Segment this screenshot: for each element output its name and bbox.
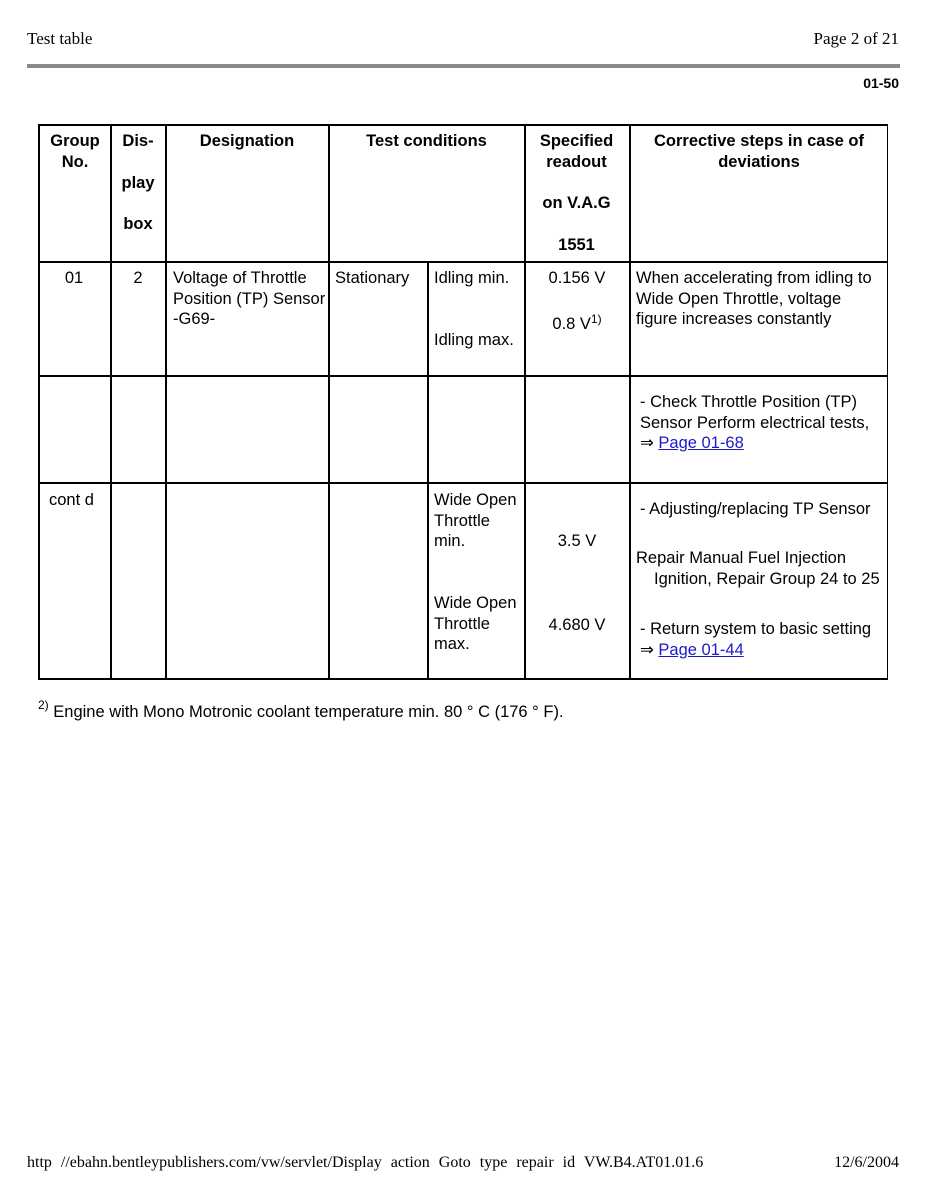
- table-col-divider: [165, 124, 167, 680]
- page-number: Page 2 of 21: [813, 29, 899, 48]
- footer-url: http //ebahn.bentleypublishers.com/vw/servlet/Display action Goto type repair id VW.B4.AT01.01.6: [27, 1154, 704, 1171]
- row3-corrective-return: - Return system to basic setting ⇒ Page 01-44: [640, 620, 872, 659]
- page-link-01-44[interactable]: Page 01-44: [658, 640, 744, 659]
- arrow-icon: ⇒: [640, 640, 654, 659]
- header-divider: [27, 64, 900, 68]
- row1-display: 2: [133, 269, 143, 287]
- table-col-divider: [629, 124, 631, 680]
- row3-group: cont d: [49, 491, 94, 509]
- arrow-icon: ⇒: [640, 434, 654, 452]
- header-test-conditions: Test conditions: [366, 132, 487, 150]
- header-display-box: Dis- play box: [121, 132, 155, 233]
- row3-value-max: 4.680 V: [548, 616, 606, 634]
- table-col-divider: [524, 124, 526, 680]
- row1-idling-min: Idling min.: [434, 269, 510, 287]
- row1-group: 01: [64, 269, 84, 287]
- table-border-right: [887, 124, 889, 680]
- test-table: [38, 124, 888, 680]
- row1-value-min: 0.156 V: [548, 269, 606, 287]
- footnote-text: Engine with Mono Motronic coolant temperature min. 80 ° C (176 ° F).: [53, 703, 564, 721]
- header-designation: Designation: [199, 132, 295, 150]
- row1-corrective: When accelerating from idling to Wide Open Throttle, voltage figure increases constantly: [636, 269, 872, 328]
- footer-date: 12/6/2004: [834, 1154, 899, 1171]
- page-link-01-68[interactable]: Page 01-68: [658, 434, 744, 452]
- header-title: Test table: [27, 29, 93, 48]
- row3-wot-max: Wide Open Throttle max.: [434, 594, 517, 653]
- footnote-mark: 2): [38, 698, 49, 712]
- section-code: 01-50: [863, 75, 899, 91]
- row1-condition: Stationary: [335, 269, 410, 287]
- table-border-left: [38, 124, 40, 680]
- table-col-divider: [427, 261, 429, 680]
- row3-wot-min: Wide Open Throttle min.: [434, 491, 517, 550]
- row3-corrective-repair-manual: Repair Manual Fuel Injection Ignition, Repair Group 24 to 25: [636, 549, 880, 588]
- row1-idling-max: Idling max.: [434, 331, 514, 349]
- header-specified-readout: Specified readout on V.A.G 1551: [539, 132, 614, 254]
- row3-value-min: 3.5 V: [557, 532, 597, 550]
- row2-corrective: - Check Throttle Position (TP) Sensor Perform electrical tests, ⇒ Page 01-68: [640, 393, 870, 452]
- row3-corrective-adjust: - Adjusting/replacing TP Sensor: [640, 500, 871, 518]
- row1-value-max: 0.8 $V^{1)}$: [552, 312, 602, 333]
- row1-designation: Voltage of Throttle Position (TP) Sensor -G69-: [173, 269, 326, 328]
- header-corrective-steps: Corrective steps in case of deviations: [653, 132, 864, 171]
- footnote: [38, 698, 564, 722]
- header-group-no: Group No.: [50, 132, 100, 171]
- table-col-divider: [328, 124, 330, 680]
